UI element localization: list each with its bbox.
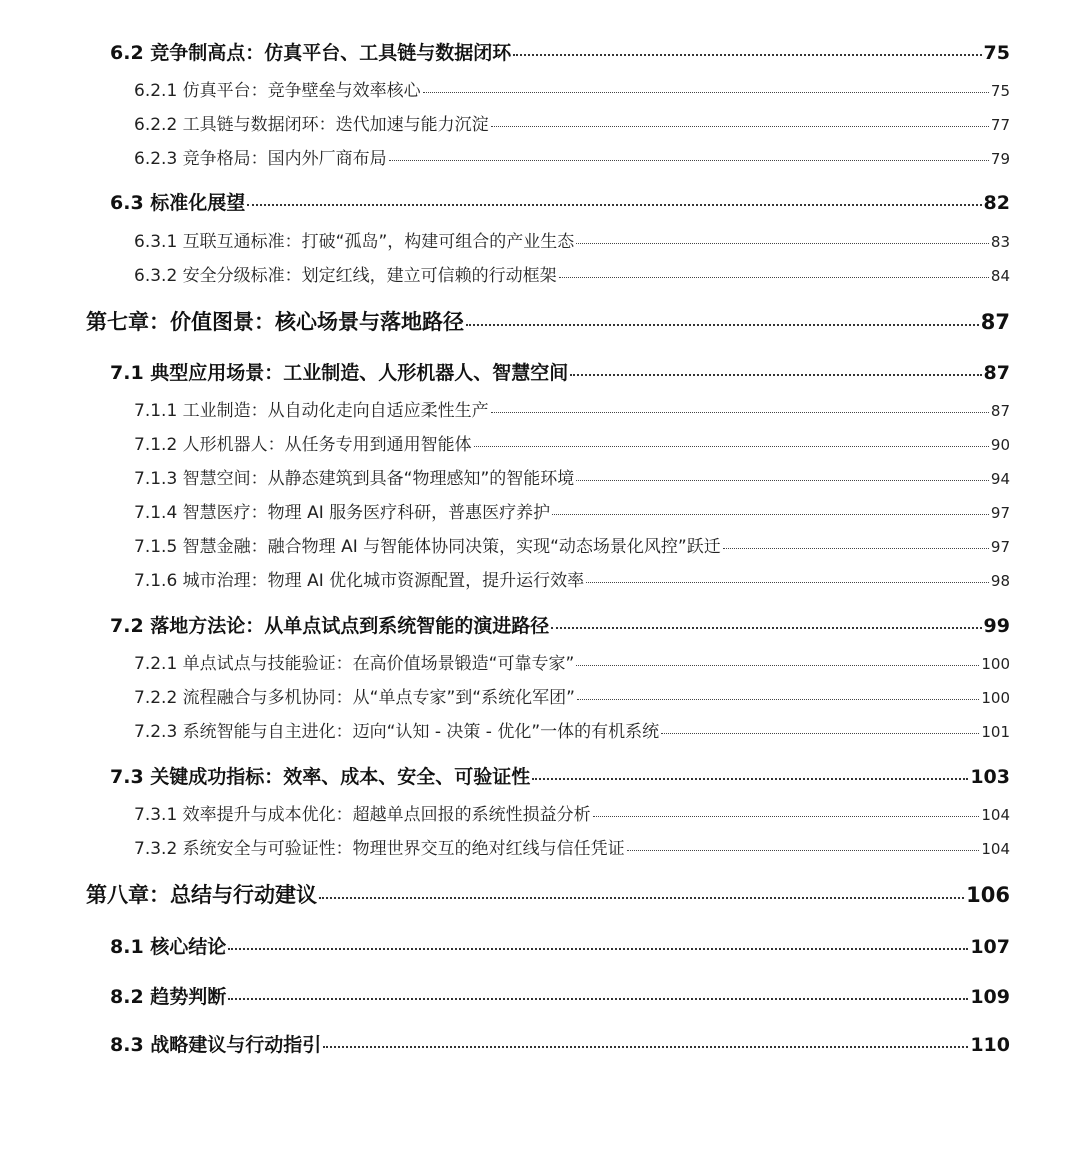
toc-entry-title: 7.3.1 效率提升与成本优化：超越单点回报的系统性损益分析 xyxy=(134,805,591,825)
toc-entry-title: 6.3.1 互联互通标准：打破“孤岛”，构建可组合的产业生态 xyxy=(134,232,575,252)
toc-entry-title: 6.2 竞争制高点：仿真平台、工具链与数据闭环 xyxy=(110,42,512,64)
dot-leader xyxy=(532,778,968,780)
toc-entry-title: 8.1 核心结论 xyxy=(110,936,227,958)
dot-leader xyxy=(491,412,989,413)
toc-entry-subsection[interactable] xyxy=(134,396,1010,421)
toc-page-number: 75 xyxy=(983,42,1010,64)
dot-leader xyxy=(551,627,981,629)
dot-leader xyxy=(661,733,979,734)
toc-entry-subsection[interactable] xyxy=(134,800,1010,825)
toc-entry-title: 7.3 关键成功指标：效率、成本、安全、可验证性 xyxy=(110,766,531,788)
toc-page-number: 104 xyxy=(981,806,1010,824)
toc-page-number: 110 xyxy=(970,1034,1010,1056)
toc-entry-title: 7.1.1 工业制造：从自动化走向自适应柔性生产 xyxy=(134,401,489,421)
dot-leader xyxy=(576,480,989,481)
toc-entry-title: 7.1.4 智慧医疗：物理 AI 服务医疗科研，普惠医疗养护 xyxy=(134,503,551,523)
toc-page-number: 75 xyxy=(990,82,1010,100)
toc-entry-subsection[interactable] xyxy=(134,76,1010,101)
toc-entry-title: 第八章：总结与行动建议 xyxy=(86,883,317,907)
toc-page-number: 98 xyxy=(990,572,1010,590)
toc-page-number: 97 xyxy=(990,538,1010,556)
dot-leader xyxy=(576,243,989,244)
toc-page-number: 87 xyxy=(980,310,1010,334)
toc-page-number: 103 xyxy=(970,766,1010,788)
dot-leader xyxy=(586,582,989,583)
toc-page-number: 100 xyxy=(981,689,1010,707)
toc-entry-title: 7.2.1 单点试点与技能验证：在高价值场景锻造“可靠专家” xyxy=(134,654,575,674)
toc-page-number: 104 xyxy=(981,840,1010,858)
dot-leader xyxy=(323,1046,968,1048)
toc-page-number: 107 xyxy=(970,936,1010,958)
toc-entry-title: 7.1.3 智慧空间：从静态建筑到具备“物理感知”的智能环境 xyxy=(134,469,575,489)
toc-entry-section[interactable] xyxy=(110,762,1010,789)
toc-entry-subsection[interactable] xyxy=(134,261,1010,286)
toc-entry-title: 6.2.2 工具链与数据闭环：迭代加速与能力沉淀 xyxy=(134,115,489,135)
dot-leader xyxy=(570,374,981,376)
toc-entry-section[interactable] xyxy=(110,982,1010,1009)
dot-leader xyxy=(319,897,964,899)
toc-entry-title: 7.2 落地方法论：从单点试点到系统智能的演进路径 xyxy=(110,615,550,637)
toc-entry-subsection[interactable] xyxy=(134,144,1010,169)
toc-page-number: 97 xyxy=(990,504,1010,522)
toc-entry-chapter[interactable] xyxy=(86,879,1010,909)
dot-leader xyxy=(474,446,989,447)
toc-entry-section[interactable] xyxy=(110,611,1010,638)
toc-page-number: 87 xyxy=(983,362,1010,384)
toc-entry-title: 6.3.2 安全分级标准：划定红线，建立可信赖的行动框架 xyxy=(134,266,557,286)
toc-entry-section[interactable] xyxy=(110,38,1010,65)
dot-leader xyxy=(228,998,968,1000)
toc-entry-subsection[interactable] xyxy=(134,430,1010,455)
dot-leader xyxy=(559,277,989,278)
toc-entry-subsection[interactable] xyxy=(134,683,1010,708)
toc-entry-section[interactable] xyxy=(110,188,1010,215)
toc-entry-chapter[interactable] xyxy=(86,306,1010,336)
dot-leader xyxy=(491,126,989,127)
dot-leader xyxy=(627,850,980,851)
toc-entry-subsection[interactable] xyxy=(134,110,1010,135)
dot-leader xyxy=(423,92,989,93)
toc-entry-subsection[interactable] xyxy=(134,498,1010,523)
toc-entry-subsection[interactable] xyxy=(134,717,1010,742)
toc-entry-section[interactable] xyxy=(110,932,1010,959)
toc-page-number: 90 xyxy=(990,436,1010,454)
dot-leader xyxy=(576,665,979,666)
dot-leader xyxy=(247,204,981,206)
toc-entry-title: 7.1.5 智慧金融：融合物理 AI 与智能体协同决策，实现“动态场景化风控”跃迁 xyxy=(134,537,721,557)
toc-entry-title: 第七章：价值图景：核心场景与落地路径 xyxy=(86,310,464,334)
toc-entry-title: 7.2.2 流程融合与多机协同：从“单点专家”到“系统化军团” xyxy=(134,688,575,708)
toc-entry-title: 7.1.2 人形机器人：从任务专用到通用智能体 xyxy=(134,435,472,455)
toc-page-number: 84 xyxy=(990,267,1010,285)
toc-entry-title: 6.3 标准化展望 xyxy=(110,192,246,214)
toc-entry-title: 7.2.3 系统智能与自主进化：迈向“认知 - 决策 - 优化”一体的有机系统 xyxy=(134,722,660,742)
toc-entry-title: 8.2 趋势判断 xyxy=(110,986,227,1008)
toc-entry-title: 6.2.1 仿真平台：竞争壁垒与效率核心 xyxy=(134,81,421,101)
toc-page-number: 101 xyxy=(981,723,1010,741)
toc-entry-subsection[interactable] xyxy=(134,464,1010,489)
toc-entry-title: 8.3 战略建议与行动指引 xyxy=(110,1034,322,1056)
dot-leader xyxy=(389,160,989,161)
dot-leader xyxy=(723,548,989,549)
dot-leader xyxy=(593,816,980,817)
toc-page-number: 99 xyxy=(983,615,1010,637)
toc-page-number: 100 xyxy=(981,655,1010,673)
toc-entry-title: 6.2.3 竞争格局：国内外厂商布局 xyxy=(134,149,387,169)
dot-leader xyxy=(577,699,979,700)
dot-leader xyxy=(552,514,989,515)
dot-leader xyxy=(466,324,979,326)
dot-leader xyxy=(228,948,968,950)
toc-page-number: 87 xyxy=(990,402,1010,420)
toc-page-number: 82 xyxy=(983,192,1010,214)
toc-entry-subsection[interactable] xyxy=(134,227,1010,252)
toc-page-number: 94 xyxy=(990,470,1010,488)
toc-page-number: 83 xyxy=(990,233,1010,251)
toc-page-number: 77 xyxy=(990,116,1010,134)
toc-entry-section[interactable] xyxy=(110,1030,1010,1057)
toc-entry-subsection[interactable] xyxy=(134,649,1010,674)
toc-entry-subsection[interactable] xyxy=(134,532,1010,557)
toc-entry-subsection[interactable] xyxy=(134,566,1010,591)
toc-entry-section[interactable] xyxy=(110,358,1010,385)
toc-entry-title: 7.1 典型应用场景：工业制造、人形机器人、智慧空间 xyxy=(110,362,569,384)
toc-entry-title: 7.1.6 城市治理：物理 AI 优化城市资源配置，提升运行效率 xyxy=(134,571,585,591)
toc-page-number: 109 xyxy=(970,986,1010,1008)
toc-page-number: 79 xyxy=(990,150,1010,168)
toc-entry-title: 7.3.2 系统安全与可验证性：物理世界交互的绝对红线与信任凭证 xyxy=(134,839,625,859)
toc-entry-subsection[interactable] xyxy=(134,834,1010,859)
dot-leader xyxy=(513,54,981,56)
toc-page-number: 106 xyxy=(966,883,1010,907)
